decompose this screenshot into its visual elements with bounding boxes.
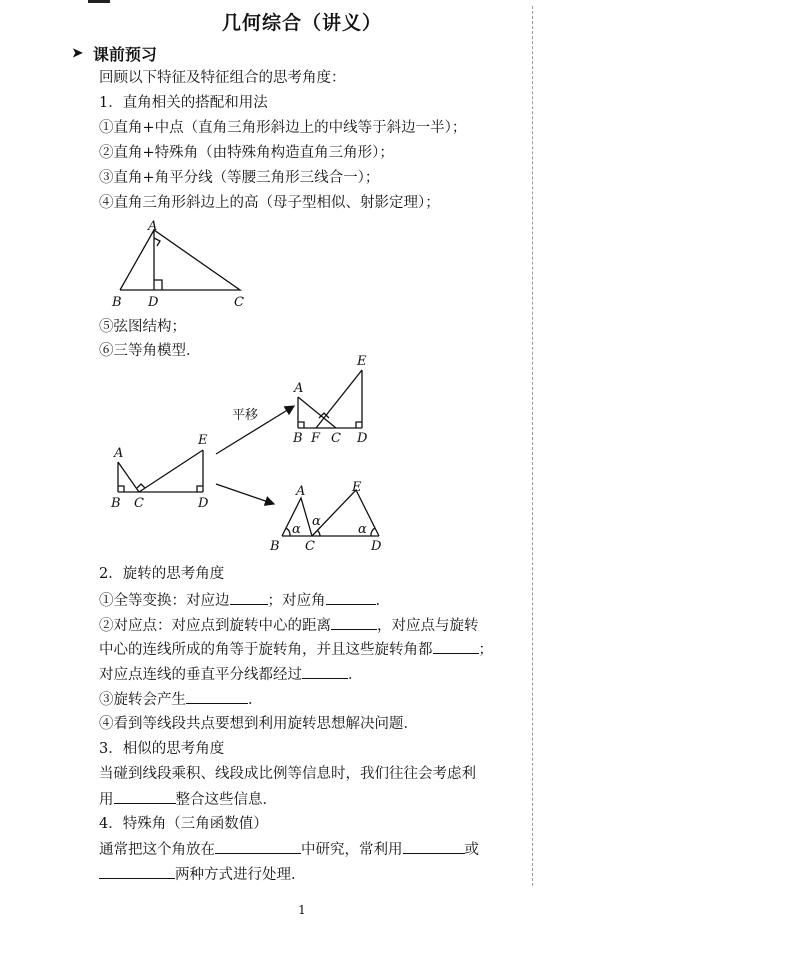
p3-heading: 3．相似的思考角度 — [99, 741, 225, 757]
label-d: D — [357, 431, 368, 446]
fill-blank[interactable] — [186, 689, 248, 704]
section-title: 课前预习 — [92, 45, 157, 64]
p2-line: ③旋转会产生 ． — [99, 689, 263, 710]
page-title: 几何综合（讲义） — [221, 12, 382, 34]
p2-line: ②对应点：对应点到旋转中心的距离 ，对应点与旋转 — [99, 615, 479, 636]
label-b: B — [111, 496, 121, 511]
p1-item: ⑥三等角模型． — [99, 343, 201, 359]
label-a: A — [114, 446, 124, 461]
p2-line: ①全等变换：对应边 ；对应角 ． — [99, 590, 390, 611]
p1-item: ②直角+特殊角（由特殊角构造直角三角形）； — [99, 145, 394, 161]
p1-heading: 1．直角相关的搭配和用法 — [99, 95, 268, 111]
label-b: B — [270, 539, 280, 554]
label-d: D — [198, 496, 209, 511]
label-a: A — [148, 219, 158, 234]
label-d: D — [371, 539, 382, 554]
alpha-label: α — [358, 522, 367, 537]
p1-item: ⑤弦图结构； — [99, 319, 186, 335]
translate-label: 平移 — [232, 408, 259, 423]
p1-item: ①直角+中点（直角三角形斜边上的中线等于斜边一半）； — [99, 120, 467, 136]
p3-line: 当碰到线段乘积、线段成比例等信息时，我们往往会考虑利 — [99, 766, 476, 782]
label-a: A — [296, 484, 306, 499]
label-a: A — [294, 381, 304, 396]
p4-line: 通常把这个角放在 中研究，常利用 或 — [99, 839, 479, 860]
label-b: B — [293, 431, 303, 446]
three-equal-angles-figure — [106, 350, 396, 560]
label-c: C — [134, 496, 144, 511]
p4-line: 两种方式进行处理． — [99, 864, 306, 885]
p2-heading: 2．旋转的思考角度 — [99, 566, 225, 582]
fill-blank[interactable] — [403, 839, 465, 854]
fill-blank[interactable] — [302, 664, 348, 679]
header-mark — [88, 0, 110, 3]
page-number: 1 — [298, 903, 306, 917]
label-e: E — [352, 480, 362, 495]
fill-blank[interactable] — [114, 789, 176, 804]
binding-line — [532, 6, 533, 886]
intro-text: 回顾以下特征及特征组合的思考角度： — [99, 70, 346, 86]
label-c: C — [331, 431, 341, 446]
label-c: C — [305, 539, 315, 554]
section-heading — [72, 42, 157, 65]
label-b: B — [112, 295, 122, 310]
fill-blank[interactable] — [433, 639, 479, 654]
arrow-bullet-icon: ➤ — [72, 46, 83, 61]
p1-item: ④直角三角形斜边上的高（母子型相似、射影定理）； — [99, 195, 440, 211]
p2-line: ④看到等线段共点要想到利用旋转思想解决问题． — [99, 716, 418, 732]
right-triangle-altitude-figure — [108, 218, 258, 314]
alpha-label: α — [312, 514, 321, 529]
fill-blank[interactable] — [215, 839, 301, 854]
p2-line: 中心的连线所成的角等于旋转角，并且这些旋转角都 ； — [99, 639, 493, 660]
alpha-label: α — [292, 522, 301, 537]
label-e: E — [198, 433, 208, 448]
p4-heading: 4．特殊角（三角函数值） — [99, 816, 268, 832]
label-d: D — [148, 295, 159, 310]
p2-line: 对应点连线的垂直平分线都经过 ． — [99, 664, 363, 685]
label-f: F — [311, 431, 321, 446]
p3-line: 用 整合这些信息． — [99, 789, 277, 810]
fill-blank[interactable] — [326, 590, 376, 605]
label-c: C — [234, 295, 244, 310]
fill-blank[interactable] — [99, 864, 175, 879]
p1-item: ③直角+角平分线（等腰三角形三线合一）； — [99, 170, 380, 186]
fill-blank[interactable] — [331, 615, 377, 630]
fill-blank[interactable] — [230, 590, 268, 605]
label-e: E — [357, 354, 367, 369]
